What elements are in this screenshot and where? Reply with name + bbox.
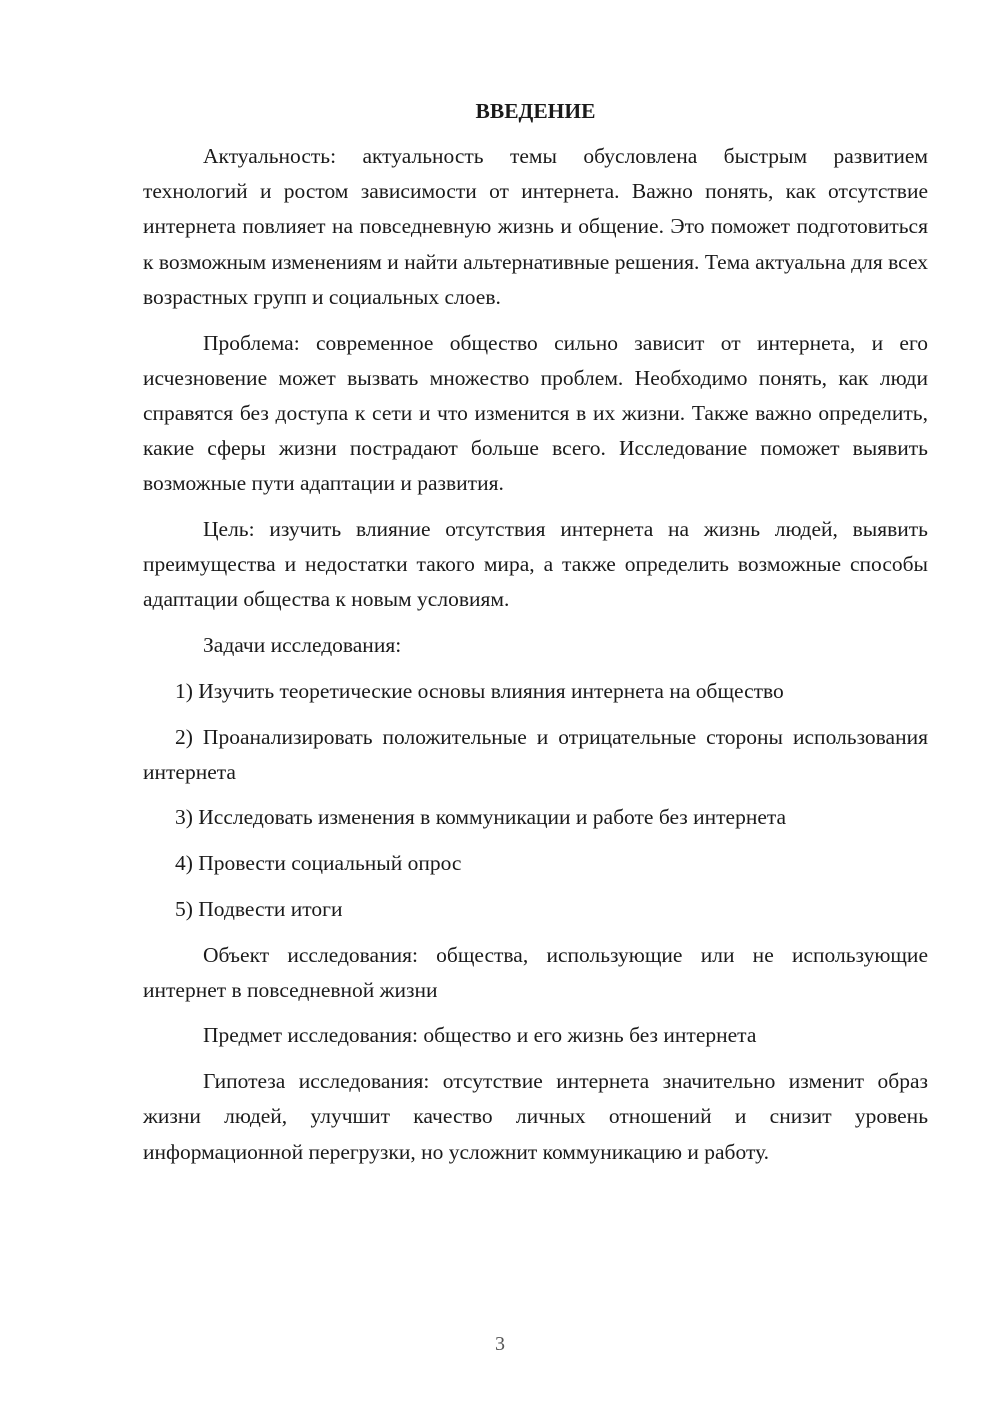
page-body (143, 94, 928, 1180)
paragraph-relevance: Актуальность: актуальность темы обусловлена быстрым развитием технологий и ростом зависимости от интернета. Важно понять, как отсутствие интернета повлияет на повседневную жизнь и общение. Это поможет подготовиться к возможным изменениям и найти альтернативные решения. Тема актуальна для всех возрастных групп и социальных слоев. (143, 144, 928, 309)
list-item-task-5: 5) Подвести итоги (175, 896, 343, 921)
paragraph-object: Объект исследования: общества, использующие или не использующие интернет в повседневной жизни (143, 942, 928, 1002)
list-item-task-4: 4) Провести социальный опрос (175, 851, 462, 876)
paragraph-problem: Проблема: современное общество сильно зависит от интернета, и его исчезновение может вызвать множество проблем. Необходимо понять, как люди справятся без доступа к сети и что изменится в их жизни. Также важно определить, какие сферы жизни пострадают больше всего. Исследование поможет выявить возможные пути адаптации и развития. (143, 330, 928, 496)
paragraph-goal: Цель: изучить влияние отсутствия интернета на жизнь людей, выявить преимущества и недостатки такого мира, а также определить возможные способы адаптации общества к новым условиям. (143, 517, 928, 612)
list-item-task-3: 3) Исследовать изменения в коммуникации и работе без интернета (175, 805, 787, 830)
paragraph-subject: Предмет исследования: общество и его жизнь без интернета (203, 1023, 757, 1048)
page-number: 3 (495, 1333, 505, 1355)
list-item-task-1: 1) Изучить теоретические основы влияния интернета на общество (175, 678, 784, 703)
page-title: ВВЕДЕНИЕ (475, 99, 596, 123)
paragraph-tasks-heading: Задачи исследования: (203, 633, 402, 658)
paragraph-hypothesis: Гипотеза исследования: отсутствие интернета значительно изменит образ жизни людей, улучшит качество личных отношений и снизит уровень информационной перегрузки, но усложнит коммуникацию и работу. (143, 1069, 928, 1164)
list-item-task-2: 2) Проанализировать положительные и отрицательные стороны использования интернета (143, 724, 928, 784)
